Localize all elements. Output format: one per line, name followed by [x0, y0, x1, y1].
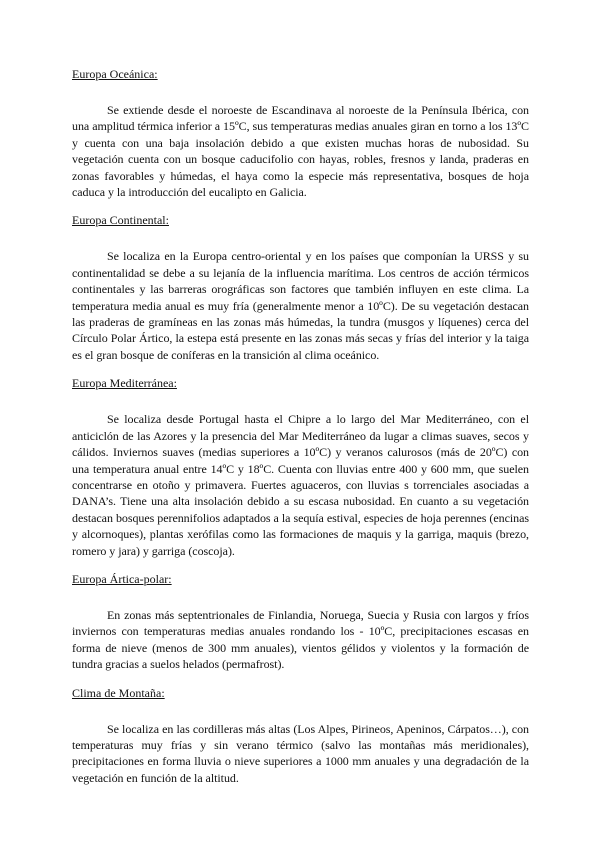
section-mediterranea: [72, 375, 529, 559]
section-heading: Europa Mediterránea:: [72, 376, 177, 391]
section-artica-polar: [72, 571, 529, 673]
section-heading: Europa Ártica-polar:: [72, 571, 172, 586]
section-heading: Europa Oceánica:: [72, 67, 158, 81]
section-continental: [72, 212, 529, 363]
section-montana: [72, 685, 529, 787]
section-paragraph: Se localiza en las cordilleras más altas (Los Alpes, Pirineos, Apeninos, Cárpatos…), con temperaturas muy frías y sin verano térmico (salvo las montañas más meridionales), precipitaciones en forma lluvia o nieve superiores a 1000 mm anuales y una degradación de la vegetación en función de la altitud.: [72, 721, 529, 785]
section-oceanica: [72, 66, 529, 200]
section-paragraph: Se localiza desde Portugal hasta el Chipre a lo largo del Mar Mediterráneo, con el anticiclón de las Azores y la presencia del Mar Mediterráneo da lugar a climas suaves, secos y cálidos. Inviernos suaves (medias superiores a 10ºC) y veranos calurosos (más de 20ºC) con una temperatura anual entre 14ºC y 18ºC. Cuenta con lluvias entre 400 y 600 mm, que suelen concentrarse en otoño y primavera. Fuertes aguaceros, con lluvias s torrenciales asociadas a DANA’s. Tiene una alta insolación debido a su escasa nubosidad. En cuanto a su vegetación destacan bosques perennifolios adaptados a la sequía estival, especies de hoja perennes (encinas y alcornoques), plantas xerófilas como las formaciones de maquis y la garriga, maquis (brezo, romero y jara) y garriga (coscoja).: [72, 412, 529, 558]
section-heading: Europa Continental:: [72, 213, 169, 228]
section-paragraph: En zonas más septentrionales de Finlandia, Noruega, Suecia y Rusia con largos y fríos inviernos con temperaturas medias anuales rondando los - 10ºC, precipitaciones escasas en forma de nieve (menos de 300 mm anuales), vientos gélidos y violentos y la formación de tundra gracias a suelos helados (permafrost).: [72, 607, 529, 672]
section-heading: Clima de Montaña:: [72, 685, 165, 700]
section-paragraph: Se extiende desde el noroeste de Escandinava al noroeste de la Península Ibérica, con una amplitud térmica inferior a 15ºC, sus temperaturas medias anuales giran en torno a los 13ºC y cuenta con una baja insolación debido a que existen muchas horas de nubosidad. Su vegetación cuenta con un bosque caducifolio con hayas, robles, fresnos y landa, praderas en zonas favorables y húmedas, el haya como la especie más representativa, bosques de hoja caduca y la introducción del eucalipto en Galicia.: [72, 103, 529, 200]
section-paragraph: Se localiza en la Europa centro-oriental y en los países que componían la URSS y su continentalidad se debe a su lejanía de la influencia marítima. Los centros de acción térmicos continentales y las barreras orográficas son factores que también influyen en este clima. La temperatura media anual es muy fría (generalmente menor a 10ºC). De su vegetación destacan las praderas de gramíneas en las zonas más húmedas, la tundra (musgos y líquenes) cerca del Círculo Polar Ártico, la estepa está presente en las zonas más secas y frías del interior y la taiga es el gran bosque de coníferas en la transición al clima oceánico.: [72, 249, 529, 362]
